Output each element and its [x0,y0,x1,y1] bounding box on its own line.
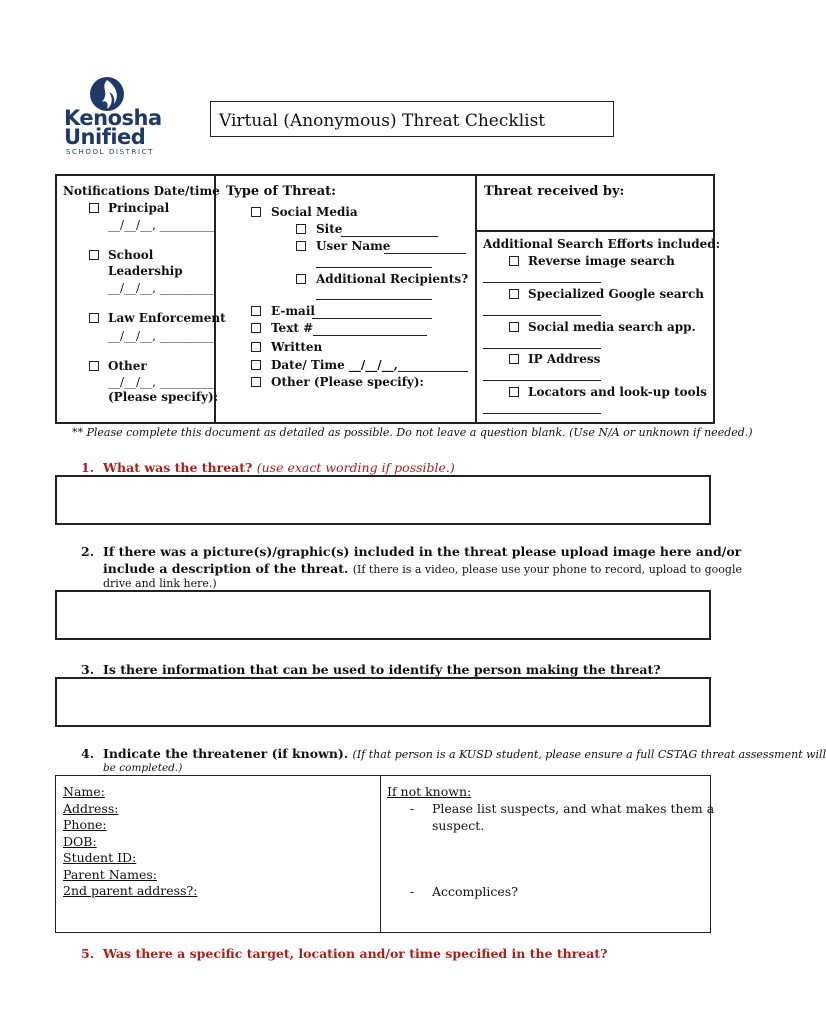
datetime-line[interactable] [398,371,468,372]
social-media-label: Social Media [271,205,358,219]
google-search-checkbox[interactable] [509,289,519,299]
user-name-label: User Name [316,239,391,253]
dob-field[interactable]: DOB: [63,833,97,849]
question-4-number: 4. [81,746,95,761]
written-label: Written [271,340,323,354]
question-2-line3: drive and link here.) [103,577,217,590]
second-parent-address-field[interactable]: 2nd parent address?: [63,883,198,898]
additional-recipients-checkbox[interactable] [296,274,306,284]
reverse-image-checkbox[interactable] [509,256,519,266]
threatener-fields [63,784,197,900]
logo-wordmark-line1: Kenosha [64,106,162,130]
parent-names-field[interactable]: Parent Names: [63,866,157,882]
suspects-line2: suspect. [432,818,485,833]
user-name-line[interactable] [384,253,466,254]
google-search-label: Specialized Google search [528,287,705,301]
question-4-hint-2: be completed.) [103,762,183,774]
address-field[interactable]: Address: [63,800,119,816]
email-line[interactable] [312,318,432,319]
received-by-cell [475,174,715,232]
site-line[interactable] [341,236,438,237]
reverse-image-label: Reverse image search [528,254,675,268]
question-1 [103,460,455,475]
question-1-text: What was the threat? [103,460,253,475]
locators-checkbox[interactable] [509,387,519,397]
instruction-note: ** Please complete this document as detailed as possible. Do not leave a question blank. (Use N/A or unknown if needed.) [72,426,753,439]
social-search-checkbox[interactable] [509,322,519,332]
question-2-bold: include a description of the threat. [103,561,349,576]
written-checkbox[interactable] [251,342,261,352]
social-search-label: Social media search app. [528,320,696,334]
law-enforcement-date[interactable]: __/__/__, _________ [108,329,214,343]
user-name-checkbox[interactable] [296,241,306,251]
question-2-line2 [103,561,742,576]
accomplices-dash: - [410,884,415,899]
principal-label: Principal [108,201,170,215]
name-field[interactable]: Name: [63,784,105,799]
text-label: Text # [271,321,314,335]
email-checkbox[interactable] [251,306,261,316]
question-4-line1 [103,746,826,761]
social-media-checkbox[interactable] [251,207,261,217]
locators-line[interactable] [483,413,601,414]
answer-3-box[interactable] [55,677,711,727]
threatener-divider [380,775,381,933]
site-checkbox[interactable] [296,224,306,234]
received-by-header: Threat received by: [484,184,625,199]
text-line[interactable] [313,335,427,336]
ip-address-checkbox[interactable] [509,354,519,364]
datetime-checkbox[interactable] [251,360,261,370]
locators-label: Locators and look-up tools [528,385,707,399]
other-please-specify: (Please specify): [108,390,219,404]
datetime-label: Date/ Time __/__/__, [271,358,398,372]
school-leadership-label-1: School [108,248,154,262]
student-id-field[interactable]: Student ID: [63,850,137,865]
question-2-number: 2. [81,544,95,559]
principal-date[interactable]: __/__/__, _________ [108,218,214,232]
suspects-dash: - [410,801,415,816]
social-search-line[interactable] [483,348,601,349]
question-3-text: Is there information that can be used to identify the person making the threat? [103,662,661,677]
question-4-text: Indicate the threatener (if known). [103,746,349,761]
search-efforts-header: Additional Search Efforts included: [483,237,721,251]
other-notification-checkbox[interactable] [89,361,99,371]
question-2-note: (If there is a video, please use your phone to record, upload to google [352,563,742,576]
accomplices-label[interactable]: Accomplices? [432,884,518,899]
school-leadership-date[interactable]: __/__/__, _________ [108,281,214,295]
answer-2-box[interactable] [55,590,711,640]
page-title: Virtual (Anonymous) Threat Checklist [219,111,546,131]
school-leadership-label-2: Leadership [108,264,183,278]
text-checkbox[interactable] [251,323,261,333]
school-leadership-checkbox[interactable] [89,250,99,260]
email-label: E-mail [271,304,315,318]
site-label: Site [316,222,343,236]
question-4-hint: (If that person is a KUSD student, please ensure a full CSTAG threat assessment will [352,748,826,761]
ip-address-line[interactable] [483,380,601,381]
other-notification-date[interactable]: __/__/__, _________ [108,375,214,389]
additional-recipients-line[interactable] [316,299,432,300]
principal-checkbox[interactable] [89,203,99,213]
question-2-line1: If there was a picture(s)/graphic(s) included in the threat please upload image here and/or [103,544,742,559]
user-name-line-2[interactable] [316,267,432,268]
other-notification-label: Other [108,359,147,373]
answer-1-box[interactable] [55,475,711,525]
suspects-line1[interactable]: Please list suspects, and what makes them a [432,801,715,816]
phone-field[interactable]: Phone: [63,817,107,832]
other-type-checkbox[interactable] [251,377,261,387]
other-type-label: Other (Please specify): [271,375,424,389]
logo-subtitle: SCHOOL DISTRICT [66,148,155,156]
additional-recipients-label: Additional Recipients? [316,272,469,286]
question-3-number: 3. [81,662,95,677]
question-5-number: 5. [81,946,95,961]
logo-wordmark-line2: Unified [64,125,146,149]
reverse-image-line[interactable] [483,282,601,283]
google-search-line[interactable] [483,315,601,316]
law-enforcement-label: Law Enforcement [108,311,226,325]
ip-address-label: IP Address [528,352,601,366]
law-enforcement-checkbox[interactable] [89,313,99,323]
question-1-hint: (use exact wording if possible.) [256,460,455,475]
threat-type-header: Type of Threat: [226,184,336,199]
if-not-known-label: If not known: [387,784,472,799]
question-1-number: 1. [81,460,95,475]
question-5-text: Was there a specific target, location and/or time specified in the threat? [103,946,608,961]
notifications-header: Notifications Date/time [63,184,220,198]
